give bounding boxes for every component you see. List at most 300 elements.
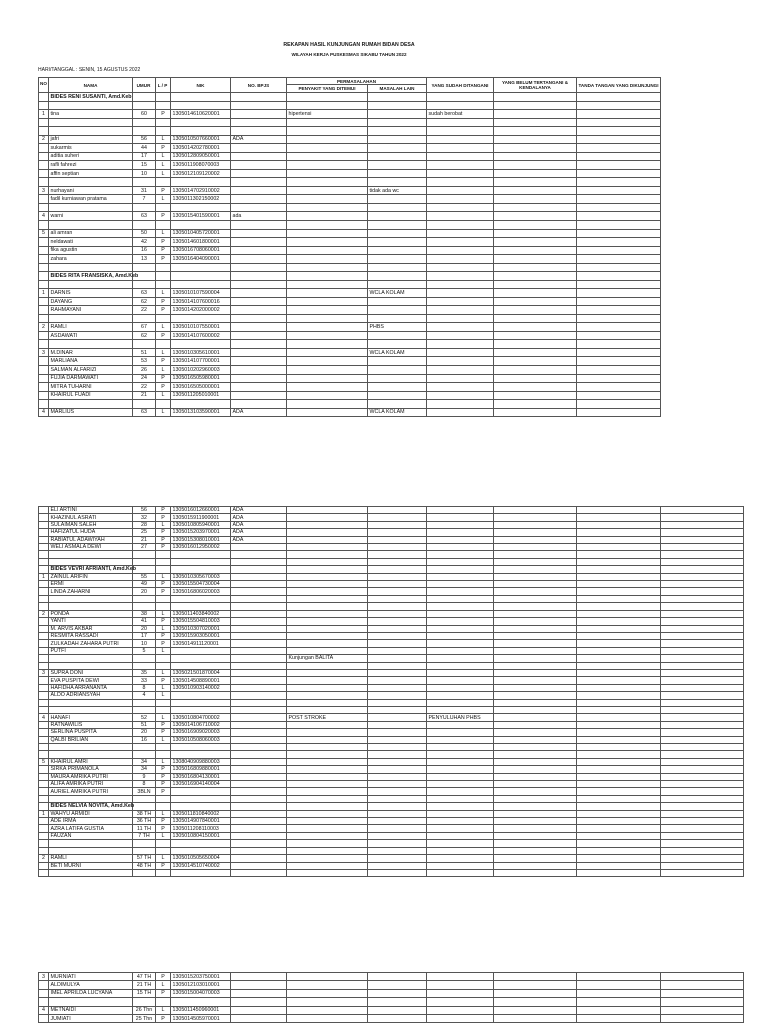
- cell-nama: nurhayani: [49, 187, 133, 196]
- cell-lp: P: [156, 507, 171, 514]
- cell-lp: [156, 400, 171, 409]
- cell-umur: 67: [133, 323, 156, 332]
- cell-penyakit: [287, 127, 368, 136]
- section-heading: BIDES NELVIA NOVITA, Amd.Keb: [50, 803, 135, 810]
- cell-penyakit: [287, 781, 368, 788]
- cell-tanda-tangan: [577, 221, 661, 230]
- visit-table-page-1: [38, 93, 661, 417]
- table-row: [38, 692, 744, 699]
- cell-nama: [49, 315, 133, 324]
- cell-sudah-ditangani: [427, 230, 494, 239]
- cell-nik: [171, 751, 231, 758]
- cell-masalah-lain: [368, 759, 427, 766]
- cell-extra: [661, 663, 744, 670]
- cell-lp: L: [156, 855, 171, 862]
- cell-nama: EVA PUSPITA DEWI: [49, 677, 133, 684]
- cell-umur: [133, 400, 156, 409]
- cell-tanda-tangan: [577, 1007, 661, 1015]
- cell-bpjs: [231, 230, 287, 239]
- cell-lp: [156, 178, 171, 187]
- cell-lp: L: [156, 811, 171, 818]
- cell-penyakit: [287, 840, 368, 847]
- cell-masalah-lain: [368, 855, 427, 862]
- cell-nama: METNAIDI: [49, 1007, 133, 1015]
- cell-nik: 1305016404090001: [171, 255, 231, 264]
- cell-umur: 50: [133, 230, 156, 239]
- cell-no: [39, 357, 49, 366]
- table-row: [38, 825, 744, 832]
- cell-masalah-lain: [368, 400, 427, 409]
- cell-umur: 36 TH: [133, 818, 156, 825]
- cell-no: [39, 692, 49, 699]
- cell-nik: 1305016806020003: [171, 588, 231, 595]
- cell-bpjs: [231, 833, 287, 840]
- cell-extra: [661, 863, 744, 870]
- cell-extra: [661, 551, 744, 558]
- cell-penyakit: [287, 289, 368, 298]
- cell-penyakit: [287, 626, 368, 633]
- cell-sudah-ditangani: [427, 366, 494, 375]
- cell-nik: 1305016904140004: [171, 781, 231, 788]
- cell-tanda-tangan: [577, 640, 661, 647]
- cell-nik: 1305015903050001: [171, 633, 231, 640]
- cell-tanda-tangan: [577, 375, 661, 384]
- cell-lp: P: [156, 677, 171, 684]
- cell-masalah-lain: [368, 392, 427, 401]
- cell-lp: [156, 551, 171, 558]
- cell-belum-tertangani: [494, 692, 577, 699]
- cell-sudah-ditangani: [427, 766, 494, 773]
- table-row: [38, 603, 744, 610]
- cell-lp: [156, 272, 171, 281]
- cell-no: 4: [39, 212, 49, 221]
- cell-masalah-lain: [368, 722, 427, 729]
- cell-extra: [661, 1007, 744, 1015]
- header-nama: NAMA: [49, 78, 133, 93]
- table-row: [38, 796, 744, 803]
- cell-penyakit: [287, 737, 368, 744]
- cell-masalah-lain: WCLA KOLAM: [368, 349, 427, 358]
- cell-nik: [171, 663, 231, 670]
- cell-bpjs: [231, 366, 287, 375]
- cell-belum-tertangani: [494, 655, 577, 662]
- table-row: [38, 1007, 744, 1015]
- table-row: [38, 670, 744, 677]
- cell-lp: P: [156, 238, 171, 247]
- cell-penyakit: [287, 766, 368, 773]
- cell-masalah-lain: [368, 670, 427, 677]
- table-row: [38, 392, 661, 401]
- cell-nik: [171, 315, 231, 324]
- cell-nik: [171, 648, 231, 655]
- cell-umur: [133, 281, 156, 290]
- cell-tanda-tangan: [577, 529, 661, 536]
- cell-umur: [133, 551, 156, 558]
- cell-belum-tertangani: [494, 581, 577, 588]
- cell-masalah-lain: [368, 383, 427, 392]
- cell-sudah-ditangani: [427, 574, 494, 581]
- cell-belum-tertangani: [494, 247, 577, 256]
- cell-penyakit: [287, 153, 368, 162]
- cell-nik: 1305012103010001: [171, 981, 231, 989]
- cell-tanda-tangan: [577, 212, 661, 221]
- header-umur: UMUR: [133, 78, 156, 93]
- cell-nama: AURIEL AMRIKA PUTRI: [49, 788, 133, 795]
- cell-nama: [49, 870, 133, 877]
- cell-bpjs: ADA: [231, 136, 287, 145]
- cell-nik: 1305014702910002: [171, 187, 231, 196]
- table-row: [38, 588, 744, 595]
- cell-umur: 3BLN: [133, 788, 156, 795]
- header-belum-tertangani: YANG BELUM TERTANGANI & KENDALANYA: [494, 78, 577, 93]
- cell-masalah-lain: [368, 870, 427, 877]
- cell-penyakit: [287, 574, 368, 581]
- cell-extra: [661, 981, 744, 989]
- table-row: [38, 357, 661, 366]
- cell-no: [39, 737, 49, 744]
- cell-penyakit: [287, 119, 368, 128]
- cell-sudah-ditangani: [427, 692, 494, 699]
- cell-sudah-ditangani: [427, 400, 494, 409]
- cell-masalah-lain: [368, 127, 427, 136]
- cell-tanda-tangan: [577, 863, 661, 870]
- cell-sudah-ditangani: [427, 751, 494, 758]
- cell-umur: [133, 119, 156, 128]
- cell-no: 5: [39, 230, 49, 239]
- cell-lp: P: [156, 1015, 171, 1023]
- cell-bpjs: [231, 990, 287, 998]
- cell-masalah-lain: [368, 375, 427, 384]
- cell-bpjs: [231, 281, 287, 290]
- cell-lp: L: [156, 392, 171, 401]
- cell-no: [39, 178, 49, 187]
- cell-penyakit: [287, 187, 368, 196]
- cell-tanda-tangan: [577, 409, 661, 418]
- cell-penyakit: [287, 973, 368, 981]
- cell-bpjs: ADA: [231, 514, 287, 521]
- cell-umur: 15: [133, 161, 156, 170]
- cell-lp: L: [156, 574, 171, 581]
- cell-masalah-lain: [368, 102, 427, 111]
- table-row: [38, 551, 744, 558]
- table-row: [38, 973, 744, 981]
- cell-bpjs: [231, 349, 287, 358]
- cell-sudah-ditangani: [427, 514, 494, 521]
- cell-nama: KHAZINUL ASRATI: [49, 514, 133, 521]
- cell-masalah-lain: [368, 981, 427, 989]
- cell-tanda-tangan: [577, 744, 661, 751]
- cell-umur: [133, 700, 156, 707]
- cell-tanda-tangan: [577, 581, 661, 588]
- table-row: [38, 848, 744, 855]
- cell-nama: QALBI BRILIAN: [49, 737, 133, 744]
- cell-extra: [661, 588, 744, 595]
- cell-nik: 1305011302150002: [171, 195, 231, 204]
- cell-sudah-ditangani: [427, 559, 494, 566]
- cell-extra: [661, 840, 744, 847]
- cell-nik: 1305015504810003: [171, 618, 231, 625]
- cell-nik: 1305015911900001: [171, 514, 231, 521]
- cell-tanda-tangan: [577, 811, 661, 818]
- cell-tanda-tangan: [577, 522, 661, 529]
- cell-lp: L: [156, 692, 171, 699]
- cell-tanda-tangan: [577, 204, 661, 213]
- cell-nik: 1305014202000002: [171, 306, 231, 315]
- cell-umur: [133, 796, 156, 803]
- header-tanda-tangan: TANDA TANGAN YANG DIKUNJUNGI: [577, 78, 661, 93]
- cell-bpjs: [231, 581, 287, 588]
- cell-masalah-lain: [368, 603, 427, 610]
- header-lp: L / P: [156, 78, 171, 93]
- cell-nama: [49, 840, 133, 847]
- cell-penyakit: [287, 998, 368, 1006]
- cell-no: [39, 655, 49, 662]
- cell-masalah-lain: [368, 685, 427, 692]
- header-penyakit: PENYAKIT YANG DITEMUI: [287, 85, 368, 93]
- cell-sudah-ditangani: [427, 170, 494, 179]
- cell-nama: HANAFI: [49, 714, 133, 721]
- cell-sudah-ditangani: [427, 973, 494, 981]
- cell-penyakit: [287, 507, 368, 514]
- cell-no: [39, 803, 49, 810]
- cell-sudah-ditangani: [427, 588, 494, 595]
- cell-masalah-lain: [368, 581, 427, 588]
- cell-penyakit: [287, 221, 368, 230]
- cell-extra: [661, 998, 744, 1006]
- cell-umur: 20: [133, 729, 156, 736]
- cell-nik: [171, 119, 231, 128]
- cell-penyakit: [287, 870, 368, 877]
- cell-tanda-tangan: [577, 588, 661, 595]
- cell-masalah-lain: WCLA KOLAM: [368, 289, 427, 298]
- cell-umur: 10: [133, 640, 156, 647]
- cell-no: [39, 119, 49, 128]
- cell-no: [39, 93, 49, 102]
- cell-sudah-ditangani: [427, 102, 494, 111]
- cell-masalah-lain: [368, 264, 427, 273]
- cell-lp: L: [156, 161, 171, 170]
- cell-tanda-tangan: [577, 611, 661, 618]
- cell-belum-tertangani: [494, 93, 577, 102]
- section-heading: BIDES RENI SUSANTI, Amd.Keb: [50, 93, 132, 100]
- cell-masalah-lain: [368, 618, 427, 625]
- cell-lp: L: [156, 366, 171, 375]
- cell-lp: P: [156, 863, 171, 870]
- cell-umur: [133, 848, 156, 855]
- cell-tanda-tangan: [577, 870, 661, 877]
- table-row: [38, 195, 661, 204]
- cell-no: 3: [39, 973, 49, 981]
- cell-lp: L: [156, 833, 171, 840]
- cell-belum-tertangani: [494, 981, 577, 989]
- cell-no: [39, 825, 49, 832]
- cell-umur: 16: [133, 737, 156, 744]
- cell-bpjs: [231, 400, 287, 409]
- cell-lp: L: [156, 685, 171, 692]
- table-row: [38, 375, 661, 384]
- cell-penyakit: [287, 366, 368, 375]
- cell-tanda-tangan: [577, 751, 661, 758]
- table-row: [38, 626, 744, 633]
- cell-belum-tertangani: [494, 863, 577, 870]
- cell-penyakit: [287, 212, 368, 221]
- cell-masalah-lain: [368, 626, 427, 633]
- cell-nama: [49, 559, 133, 566]
- cell-tanda-tangan: [577, 596, 661, 603]
- cell-belum-tertangani: [494, 537, 577, 544]
- cell-bpjs: [231, 574, 287, 581]
- cell-masalah-lain: [368, 306, 427, 315]
- cell-no: [39, 998, 49, 1006]
- cell-nama: aditia suheri: [49, 153, 133, 162]
- cell-masalah-lain: [368, 272, 427, 281]
- cell-belum-tertangani: [494, 306, 577, 315]
- cell-nama: RESMITA RASSADI: [49, 633, 133, 640]
- cell-no: [39, 264, 49, 273]
- cell-belum-tertangani: [494, 544, 577, 551]
- cell-tanda-tangan: [577, 818, 661, 825]
- cell-belum-tertangani: [494, 153, 577, 162]
- cell-tanda-tangan: [577, 766, 661, 773]
- cell-belum-tertangani: [494, 383, 577, 392]
- cell-umur: [133, 751, 156, 758]
- cell-penyakit: POST STROKE: [287, 714, 368, 721]
- cell-umur: 22: [133, 383, 156, 392]
- cell-umur: [133, 102, 156, 111]
- cell-belum-tertangani: [494, 648, 577, 655]
- cell-penyakit: [287, 596, 368, 603]
- table-row: [38, 409, 661, 418]
- cell-nik: [171, 127, 231, 136]
- cell-nama: zahara: [49, 255, 133, 264]
- cell-lp: P: [156, 990, 171, 998]
- table-row: [38, 774, 744, 781]
- cell-masalah-lain: WCLA KOLAM: [368, 409, 427, 418]
- cell-umur: 38 TH: [133, 811, 156, 818]
- cell-no: [39, 529, 49, 536]
- cell-belum-tertangani: [494, 349, 577, 358]
- cell-tanda-tangan: [577, 825, 661, 832]
- cell-tanda-tangan: [577, 315, 661, 324]
- cell-lp: L: [156, 759, 171, 766]
- cell-lp: L: [156, 195, 171, 204]
- cell-no: [39, 707, 49, 714]
- cell-masalah-lain: [368, 357, 427, 366]
- cell-tanda-tangan: [577, 110, 661, 119]
- cell-umur: 38: [133, 611, 156, 618]
- cell-nik: [171, 340, 231, 349]
- cell-sudah-ditangani: [427, 863, 494, 870]
- cell-nik: 1305010804700002: [171, 714, 231, 721]
- cell-masalah-lain: [368, 178, 427, 187]
- cell-bpjs: [231, 796, 287, 803]
- cell-lp: L: [156, 153, 171, 162]
- cell-lp: [156, 204, 171, 213]
- table-row: [38, 729, 744, 736]
- cell-belum-tertangani: [494, 870, 577, 877]
- cell-belum-tertangani: [494, 204, 577, 213]
- cell-nama: [49, 744, 133, 751]
- cell-tanda-tangan: [577, 281, 661, 290]
- cell-nik: 1305011208110003: [171, 825, 231, 832]
- table-row: [38, 281, 661, 290]
- cell-belum-tertangani: [494, 588, 577, 595]
- cell-penyakit: [287, 272, 368, 281]
- cell-penyakit: [287, 551, 368, 558]
- cell-penyakit: hipertensi: [287, 110, 368, 119]
- cell-bpjs: ADA: [231, 529, 287, 536]
- cell-masalah-lain: [368, 648, 427, 655]
- cell-penyakit: [287, 195, 368, 204]
- cell-lp: L: [156, 611, 171, 618]
- cell-nik: [171, 603, 231, 610]
- cell-sudah-ditangani: [427, 870, 494, 877]
- cell-no: [39, 848, 49, 855]
- cell-sudah-ditangani: [427, 119, 494, 128]
- cell-no: [39, 596, 49, 603]
- cell-nama: fika agustin: [49, 247, 133, 256]
- cell-no: [39, 633, 49, 640]
- cell-umur: 63: [133, 212, 156, 221]
- table-row: [38, 722, 744, 729]
- cell-masalah-lain: [368, 663, 427, 670]
- cell-belum-tertangani: [494, 766, 577, 773]
- cell-lp: L: [156, 714, 171, 721]
- cell-bpjs: [231, 998, 287, 1006]
- cell-bpjs: [231, 566, 287, 573]
- cell-tanda-tangan: [577, 603, 661, 610]
- cell-bpjs: [231, 93, 287, 102]
- cell-sudah-ditangani: [427, 633, 494, 640]
- table-row: [38, 298, 661, 307]
- cell-penyakit: [287, 247, 368, 256]
- cell-bpjs: [231, 178, 287, 187]
- cell-bpjs: [231, 626, 287, 633]
- cell-nik: [171, 272, 231, 281]
- cell-penyakit: [287, 566, 368, 573]
- cell-extra: [661, 848, 744, 855]
- cell-nik: 1305014610620001: [171, 110, 231, 119]
- cell-bpjs: [231, 981, 287, 989]
- cell-masalah-lain: [368, 998, 427, 1006]
- cell-nik: 1305013103590001: [171, 409, 231, 418]
- cell-nama: [49, 603, 133, 610]
- cell-lp: L: [156, 981, 171, 989]
- cell-penyakit: [287, 544, 368, 551]
- table-row: [38, 633, 744, 640]
- cell-sudah-ditangani: [427, 596, 494, 603]
- cell-umur: 26 Thn: [133, 1007, 156, 1015]
- cell-no: [39, 588, 49, 595]
- cell-umur: 60: [133, 110, 156, 119]
- cell-masalah-lain: [368, 596, 427, 603]
- cell-tanda-tangan: [577, 670, 661, 677]
- cell-nama: [49, 264, 133, 273]
- cell-penyakit: [287, 581, 368, 588]
- cell-tanda-tangan: [577, 195, 661, 204]
- cell-no: [39, 722, 49, 729]
- header-permasalahan-sub: [287, 85, 427, 93]
- cell-belum-tertangani: [494, 744, 577, 751]
- table-row: [38, 507, 744, 514]
- cell-nama: rafli fahrezi: [49, 161, 133, 170]
- cell-sudah-ditangani: PENYULUHAN PHBS: [427, 714, 494, 721]
- cell-lp: [156, 751, 171, 758]
- cell-sudah-ditangani: [427, 507, 494, 514]
- cell-nik: 1305016804130001: [171, 774, 231, 781]
- cell-masalah-lain: [368, 136, 427, 145]
- cell-bpjs: [231, 383, 287, 392]
